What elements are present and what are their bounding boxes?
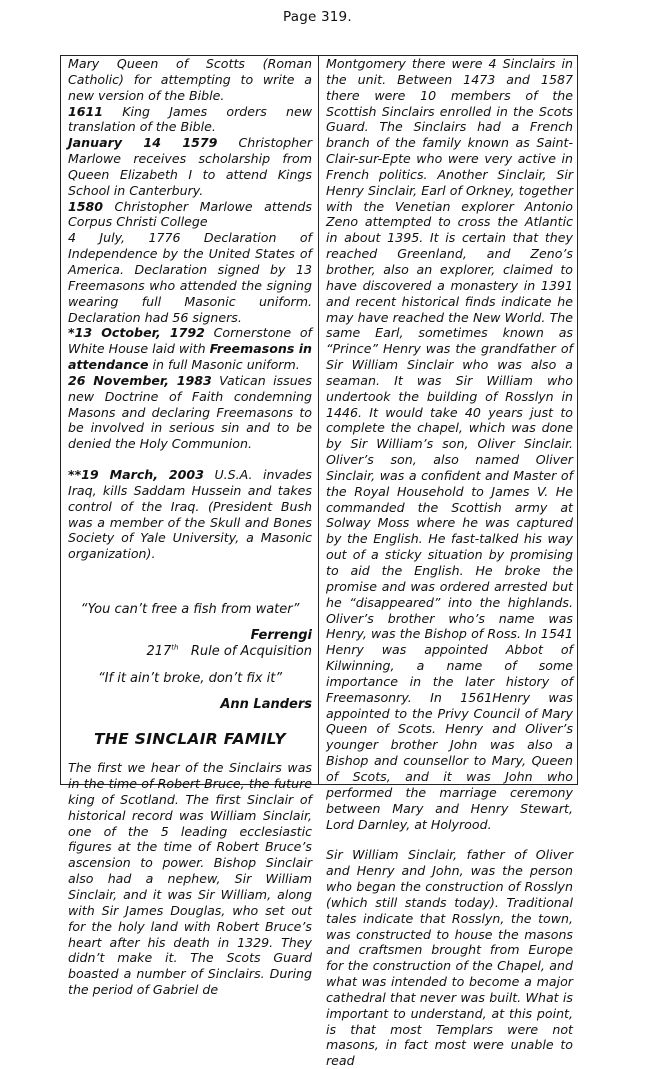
ordinal-suffix: th (171, 643, 179, 652)
section-heading: THE SINCLAIR FAMILY (94, 730, 286, 749)
timeline-text: 4 July, 1776 Declaration of Independence by the United States of America. Declaration signed by 13 Freemasons who attended the signing wearing full Masonic uniform. Declaration had 56 signers. (68, 230, 312, 325)
section-body: The first we hear of the Sinclairs was in the time of Robert Bruce, the future king of Scotland. The first Sinclair of historical record was William Sinclair, one of the 5 leading ecclesiastic figures at the time of Robert Bruce’s ascension to power. Bishop Sinclair also had a nephew, Sir William Sinclair, and it was Sir William, along with Sir James Douglas, who set out for the holy land with Robert Bruce’s heart after his death in 1329. They didn’t make it. The Scots Guard boasted a number of Sinclairs. During the period of Gabriel de (68, 760, 312, 998)
timeline-text: Christopher Marlowe attends Corpus Christi College (68, 198, 312, 230)
timeline-date: 26 November, 1983 (68, 372, 212, 388)
right-paragraph-2: Sir William Sinclair, father of Oliver and Henry and John, was the person who began the construction of Rosslyn (which still stands today). Traditional tales indicate that Rosslyn, the town, was constructed to house the masons and craftsmen brought from Europe for the construction of the Chapel, and what was intended to become a major cathedral that never was built. What is important to understand, at this point, is that most Templars were not masons, in fact most were unable to read (326, 847, 573, 1069)
column-divider (318, 55, 319, 785)
timeline-text: in full Masonic uniform. (148, 357, 300, 373)
timeline-entry-1580 (68, 199, 312, 231)
timeline-entry-1983 (68, 373, 312, 452)
page-number: Page 319. (283, 9, 352, 25)
quote-author: Ann Landers (220, 696, 312, 712)
quote-text: “If it ain’t broke, don’t fix it” (97, 670, 283, 686)
timeline-text: King James orders new translation of the Bible. (68, 103, 312, 135)
timeline-date: January 14 1579 (68, 135, 218, 151)
timeline-date: *13 October, 1792 (68, 325, 205, 341)
left-column (68, 56, 312, 998)
timeline-text: Christopher Marlowe receives scholarship from Queen Elizabeth I to attend Kings School in Canterbury. (68, 135, 312, 198)
quote-source (68, 644, 312, 660)
right-paragraph-1: Montgomery there were 4 Sinclairs in the unit. Between 1473 and 1587 there were 10 members of the Scottish Sinclairs enrolled in the Scots Guard. The Sinclairs had a French branch of the family known as Saint-Clair-sur-Epte who were very active in French politics. Another Sinclair, Sir Henry Sinclair, Earl of Orkney, together with the Venetian explorer Antonio Zeno attempted to cross the Atlantic in about 1395. It is certain that they reached Greenland, and Zeno’s brother, also an explorer, claimed to have discovered a monastery in 1391 and recent historical finds indicate he may have reached the New World. The same Earl, sometimes known as “Prince” Henry was the grandfather of Sir William Sinclair who was also a seaman. It was Sir William who undertook the building of Rosslyn in 1446. It would take 40 years just to complete the chapel, which was done by Sir William’s son, Oliver Sinclair. Oliver’s son, also named Oliver Sinclair, was a confident and Master of the Royal Household to James V. He commanded the Scottish army at Solway Moss where he was captured by the English. He fast-talked his way out of a sticky situation by promising to aid the English. He broke the promise and was ordered arrested but he “disappeared” into the highlands. Oliver’s brother who’s name was Henry, was the Bishop of Ross. In 1541 Henry was appointed Abbot of Kilwinning, a name of some importance in the later history of Freemasonry. In 1561Henry was appointed to the Privy Council of Mary Queen of Scots. Henry and Oliver’s younger brother John was also a Bishop and counsellor to Mary, Queen of Scots, and it was John who performed the marriage ceremony between Mary and Henry Stewart, Lord Darnley, at Holyrood. (326, 56, 573, 832)
quote-author: Ferrengi (250, 628, 312, 643)
timeline-entry-2003 (68, 467, 312, 562)
timeline-text: Cornerstone of White House laid with (68, 325, 312, 357)
timeline-date: **19 March, 2003 (68, 467, 204, 483)
rule-number: 217 (146, 643, 172, 659)
timeline-date: 1611 (68, 103, 104, 119)
timeline-entry-1579 (68, 135, 312, 198)
intro-paragraph: Mary Queen of Scotts (Roman Catholic) for attempting to write a new version of the Bible. (68, 56, 312, 103)
timeline-entry-1611 (68, 104, 312, 136)
timeline-entry-1776 (68, 230, 312, 325)
right-column (326, 56, 573, 1069)
timeline-entry-1792 (68, 325, 312, 373)
timeline-bold-phrase: Freemasons in attendance (68, 341, 312, 373)
timeline-text: U.S.A. invades Iraq, kills Saddam Hussein and takes control of the Iraq. (President Bush was a member of the Skull and Bones Society of Yale University, a Masonic organization). (68, 467, 312, 562)
timeline-date: 1580 (68, 198, 104, 214)
rule-label: Rule of Acquisition (178, 643, 312, 659)
quote-text: “You can’t free a fish from water” (80, 602, 300, 618)
timeline-text: Vatican issues new Doctrine of Faith condemning Masons and declaring Freemasons to be involved in serious sin and to be denied the Holy Communion. (68, 372, 312, 452)
